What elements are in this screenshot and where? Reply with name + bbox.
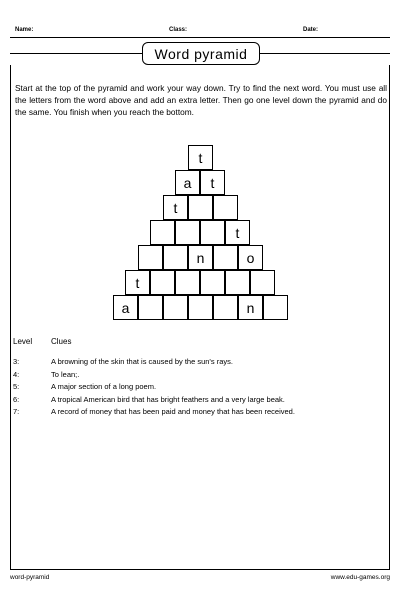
title-rule-right (260, 53, 390, 54)
instructions: Start at the top of the pyramid and work your way down. Try to find the next word. You must use all the letters from the word above and add an extra letter. Then go one level down the pyramid and do the same. You finish when you reach the bottom. (15, 83, 387, 117)
pyramid-cell[interactable]: n (238, 295, 263, 320)
pyramid-cell[interactable] (250, 270, 275, 295)
pyramid-cell[interactable] (150, 270, 175, 295)
page-title: Word pyramid (142, 42, 260, 65)
pyramid-cell[interactable] (200, 270, 225, 295)
pyramid-cell[interactable]: t (188, 145, 213, 170)
pyramid-cell[interactable] (163, 245, 188, 270)
class-label: Class: (169, 27, 188, 33)
pyramid-cell[interactable]: t (200, 170, 225, 195)
pyramid-cell[interactable] (213, 195, 238, 220)
pyramid-cell[interactable] (263, 295, 288, 320)
clue-level-7: 7: (13, 407, 20, 416)
pyramid-cell[interactable]: t (163, 195, 188, 220)
pyramid-cell[interactable]: a (175, 170, 200, 195)
clue-text-6: A tropical American bird that has bright feathers and a very large beak. (51, 395, 285, 404)
pyramid-cell[interactable] (175, 220, 200, 245)
pyramid-cell[interactable]: a (113, 295, 138, 320)
footer-website: www.edu-games.org (330, 574, 390, 581)
pyramid-cell[interactable] (138, 295, 163, 320)
clue-level-4: 4: (13, 370, 20, 379)
clue-text-3: A browning of the skin that is caused by the sun's rays. (51, 357, 233, 366)
pyramid-cell[interactable] (188, 195, 213, 220)
title-rule-left (10, 53, 142, 54)
pyramid-cell[interactable]: t (125, 270, 150, 295)
clue-level-3: 3: (13, 357, 20, 366)
clues-column-header: Clues (51, 337, 72, 346)
clue-level-5: 5: (13, 382, 20, 391)
header-divider (10, 37, 390, 38)
level-column-header: Level (13, 337, 33, 346)
clue-level-6: 6: (13, 395, 20, 404)
date-label: Date: (303, 27, 319, 33)
pyramid-cell[interactable]: t (225, 220, 250, 245)
name-label: Name: (15, 27, 34, 33)
pyramid-cell[interactable] (138, 245, 163, 270)
pyramid-cell[interactable] (213, 295, 238, 320)
pyramid-cell[interactable]: n (188, 245, 213, 270)
pyramid-cell[interactable]: o (238, 245, 263, 270)
pyramid-cell[interactable] (163, 295, 188, 320)
pyramid-cell[interactable] (213, 245, 238, 270)
pyramid-cell[interactable] (200, 220, 225, 245)
footer-worksheet-name: word-pyramid (10, 574, 50, 581)
pyramid-cell[interactable] (175, 270, 200, 295)
clue-text-7: A record of money that has been paid and money that has been received. (51, 407, 295, 416)
pyramid-cell[interactable] (150, 220, 175, 245)
pyramid-cell[interactable] (225, 270, 250, 295)
clue-text-5: A major section of a long poem. (51, 382, 157, 391)
pyramid-cell[interactable] (188, 295, 213, 320)
clue-text-4: To lean;. (51, 370, 80, 379)
